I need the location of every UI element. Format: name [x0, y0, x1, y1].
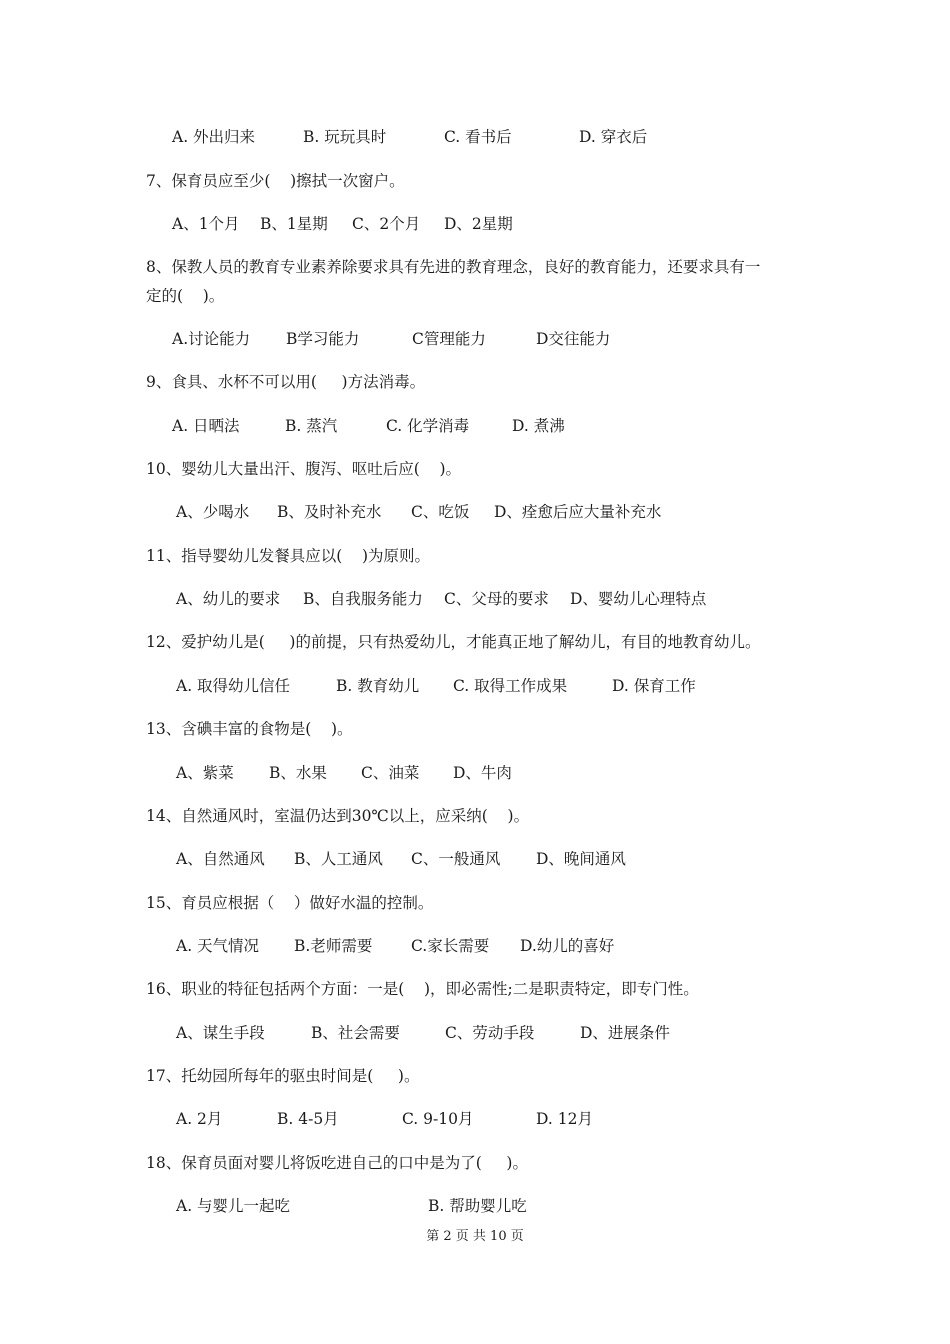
option-d: D.幼儿的喜好 [520, 937, 615, 955]
option-d: D、婴幼儿心理特点 [570, 590, 707, 608]
option-b: B. 教育幼儿 [336, 677, 420, 695]
option-c: C. 取得工作成果 [453, 677, 568, 695]
option-a: A. 外出归来 [172, 128, 256, 146]
option-a: A. 天气情况 [176, 937, 260, 955]
option-a: A、紫菜 [176, 764, 234, 782]
option-c: C、油菜 [361, 764, 420, 782]
question-7: 7、保育员应至少( )擦拭一次窗户。 [146, 172, 405, 190]
option-d: D、牛肉 [453, 764, 512, 782]
option-d: D. 保育工作 [612, 677, 696, 695]
question-18: 18、保育员面对婴儿将饭吃进自己的口中是为了( )。 [146, 1154, 528, 1172]
option-c: C、2个月 [352, 215, 421, 233]
option-b: B、自我服务能力 [303, 590, 423, 608]
question-14: 14、自然通风时，室温仍达到30℃以上，应采纳( )。 [146, 807, 530, 825]
option-a: A. 2月 [176, 1110, 223, 1128]
option-a: A. 日晒法 [172, 417, 240, 435]
option-d: D. 穿衣后 [579, 128, 648, 146]
question-8-continued: 定的( )。 [146, 287, 225, 305]
option-c: C、一般通风 [411, 850, 501, 868]
option-b: B、社会需要 [311, 1024, 400, 1042]
option-b: B、及时补充水 [277, 503, 382, 521]
option-a: A. 取得幼儿信任 [176, 677, 291, 695]
option-c: C、吃饭 [411, 503, 470, 521]
option-c: C管理能力 [412, 330, 486, 348]
question-13: 13、含碘丰富的食物是( )。 [146, 720, 353, 738]
option-d: D、进展条件 [580, 1024, 670, 1042]
option-a: A、1个月 [172, 215, 240, 233]
option-b: B. 玩玩具时 [303, 128, 387, 146]
question-16: 16、职业的特征包括两个方面：一是( )，即必需性;二是职责特定，即专门性。 [146, 980, 699, 998]
option-b: B. 4-5月 [277, 1110, 339, 1128]
option-c: C、父母的要求 [444, 590, 549, 608]
option-b: B.老师需要 [294, 937, 373, 955]
question-15: 15、育员应根据（ ）做好水温的控制。 [146, 894, 434, 912]
question-10: 10、婴幼儿大量出汗、腹泻、呕吐后应( )。 [146, 460, 462, 478]
option-d: D交往能力 [536, 330, 611, 348]
option-b: B. 蒸汽 [285, 417, 338, 435]
option-b: B、1星期 [260, 215, 328, 233]
option-c: C. 看书后 [444, 128, 512, 146]
question-17: 17、托幼园所每年的驱虫时间是( )。 [146, 1067, 420, 1085]
option-a: A、谋生手段 [176, 1024, 265, 1042]
option-c: C. 化学消毒 [386, 417, 470, 435]
question-11: 11、指导婴幼儿发餐具应以( )为原则。 [146, 547, 431, 565]
option-d: D. 12月 [536, 1110, 593, 1128]
question-12: 12、爱护幼儿是( )的前提，只有热爱幼儿，才能真正地了解幼儿，有目的地教育幼儿。 [146, 633, 761, 651]
question-9: 9、食具、水杯不可以用( )方法消毒。 [146, 373, 426, 391]
question-8: 8、保教人员的教育专业素养除要求具有先进的教育理念，良好的教育能力，还要求具有一 [146, 258, 761, 276]
option-d: D、晚间通风 [536, 850, 626, 868]
option-c: C、劳动手段 [445, 1024, 535, 1042]
option-b: B、人工通风 [294, 850, 383, 868]
option-a: A、自然通风 [176, 850, 265, 868]
option-c: C. 9-10月 [402, 1110, 474, 1128]
page-footer: 第 2 页 共 10 页 [426, 1229, 524, 1244]
option-a: A.讨论能力 [172, 330, 251, 348]
option-b: B学习能力 [286, 330, 360, 348]
option-b: B. 帮助婴儿吃 [428, 1197, 527, 1215]
option-c: C.家长需要 [411, 937, 490, 955]
option-d: D、痊愈后应大量补充水 [494, 503, 662, 521]
option-a: A、少喝水 [176, 503, 250, 521]
option-a: A、幼儿的要求 [176, 590, 281, 608]
option-d: D、2星期 [444, 215, 513, 233]
option-a: A. 与婴儿一起吃 [176, 1197, 291, 1215]
option-d: D. 煮沸 [512, 417, 565, 435]
option-b: B、水果 [269, 764, 327, 782]
